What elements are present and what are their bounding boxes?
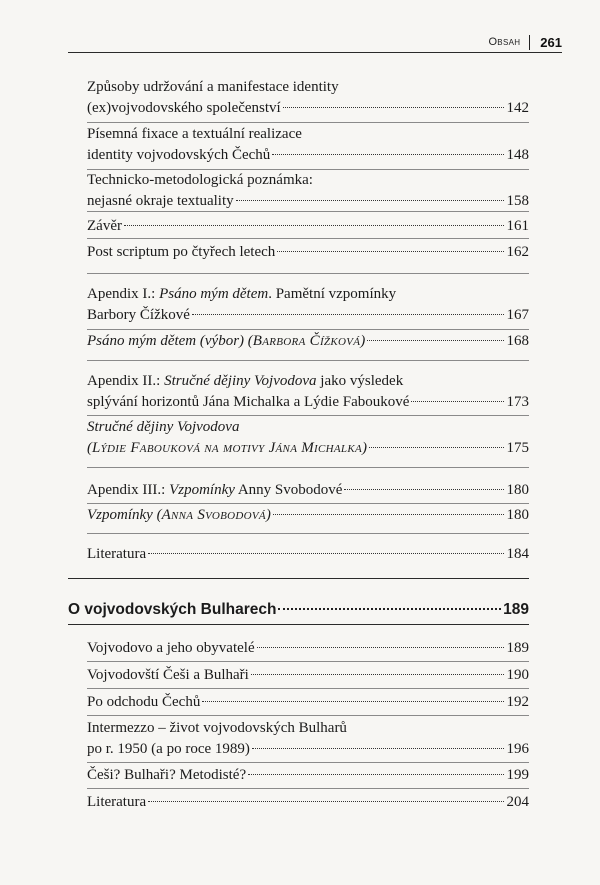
page-number: 261 [540,34,562,50]
work-author: Anna Svobodová [161,507,266,523]
work-title: Stručné dějiny Vojvodova [87,419,240,435]
running-header-section: Obsah [488,36,521,48]
appendix-work-title: Psáno mým dětem [159,286,269,302]
toc-entry-page: 148 [506,147,529,163]
appendix-label: Apendix II.: [87,373,165,389]
toc-entry-po-odchodu[interactable] [87,692,529,713]
toc-entry-intermezzo[interactable] [87,718,529,760]
leader-dots [277,251,503,252]
toc-entry-title: Technicko-metodologická poznámka: [87,172,313,188]
paren-close: ) [265,507,271,523]
entry-divider [87,211,529,212]
leader-dots [411,401,503,402]
toc-entry-title: Způsoby udržování a manifestace identity [87,79,339,95]
toc-entry-metodiste[interactable] [87,765,529,786]
entry-divider [87,661,529,662]
work-author: Lýdie Fabouková na motivy Jána Michalka [92,440,362,456]
leader-dots [202,701,503,702]
entry-divider [87,788,529,789]
toc-entry-written-fixation[interactable] [87,124,529,166]
paren-close: ) [362,440,367,456]
section-divider [87,533,529,534]
appendix-title-rest: Anny Svobodové [234,482,343,498]
chapter-page: 189 [503,601,529,618]
leader-dots [148,553,503,554]
toc-entry-page: 167 [506,307,529,323]
paren-open: ( [87,440,92,456]
entry-divider [87,122,529,123]
leader-dots [367,340,503,341]
section-divider [87,273,529,274]
toc-entry-title-cont: Barbory Čížkové [87,307,190,323]
toc-chapter-heading[interactable] [68,599,529,621]
toc-entry-page: 180 [506,507,529,523]
work-author: Barbora Čížková [252,333,361,349]
toc-entry-page: 196 [506,741,529,757]
toc-entry-page: 190 [506,667,529,683]
appendix-work-title: Vzpomínky [169,482,235,498]
toc-entry-title: Literatura [87,794,147,810]
toc-entry-title: Po odchodu Čechů [87,694,201,710]
toc-entry-conclusion[interactable] [87,216,529,237]
chapter-top-rule [68,578,529,579]
toc-entry-title: Vojvodovští Češi a Bulhaři [87,667,249,683]
toc-entry-appendix-1[interactable] [87,284,529,326]
toc-entry-title-cont: splývání horizontů Jána Michalka a Lýdie Faboukové [87,394,410,410]
entry-divider [87,715,529,716]
leader-dots [252,748,504,749]
toc-entry-title-cont: po r. 1950 (a po roce 1989) [87,741,250,757]
toc-entry-page: 158 [506,193,529,209]
leader-dots [124,225,504,226]
running-header [488,33,562,51]
header-rule [68,52,562,53]
entry-divider [87,329,529,330]
toc-entry-literatura[interactable] [87,544,529,565]
toc-entry-page: 142 [506,100,529,116]
toc-entry-strucne-dejiny[interactable] [87,417,529,459]
entry-divider [87,762,529,763]
toc-entry-page: 189 [506,640,529,656]
toc-entry-identity-manifestation[interactable] [87,77,529,119]
toc-entry-page: 175 [506,440,529,456]
toc-entry-title: Intermezzo – život vojvodovských Bulharů [87,720,347,736]
paren-close: ) [360,333,366,349]
toc-entry-title: Vojvodovo a jeho obyvatelé [87,640,255,656]
toc-entry-appendix-3[interactable] [87,480,529,501]
leader-dots [272,154,503,155]
entry-divider [87,688,529,689]
toc-entry-title: Závěr [87,218,122,234]
appendix-label: Apendix I.: [87,286,160,302]
entry-divider [87,415,529,416]
toc-entry-post-scriptum[interactable] [87,242,529,263]
appendix-work-title: Stručné dějiny Vojvodova [164,373,317,389]
toc-entry-page: 161 [506,218,529,234]
toc-entry-page: 184 [506,546,529,562]
entry-divider [87,238,529,239]
toc-entry-page: 180 [506,482,529,498]
appendix-label: Apendix III.: [87,482,170,498]
leader-dots [257,647,504,648]
leader-dots [236,200,504,201]
toc-entry-vzpominky[interactable] [87,505,529,526]
toc-entry-vojvodovo[interactable] [87,638,529,659]
section-divider [87,360,529,361]
toc-entry-psano-vybor[interactable] [87,331,529,352]
toc-entry-appendix-2[interactable] [87,371,529,413]
appendix-title-rest: jako výsledek [316,373,404,389]
toc-entry-cesi-a-bulhari[interactable] [87,665,529,686]
toc-entry-title: Post scriptum po čtyřech letech [87,244,276,260]
leader-dots [248,774,503,775]
toc-entry-page: 199 [506,767,529,783]
leader-dots [344,489,503,490]
toc-entry-title: Literatura [87,546,147,562]
toc-entry-title: Češi? Bulhaři? Metodisté? [87,767,247,783]
chapter-title: O vojvodovských Bulharech [68,601,277,618]
toc-entry-page: 162 [506,244,529,260]
toc-entry-page: 192 [506,694,529,710]
entry-divider [87,503,529,504]
toc-entry-title: Písemná fixace a textuální realizace [87,126,302,142]
leader-dots [192,314,504,315]
leader-dots [148,801,503,802]
leader-dots [369,447,504,448]
appendix-title-rest: . Pamětní vzpomínky [268,286,397,302]
work-title: Psáno mým dětem (výbor) ( [87,333,253,349]
leader-dots [251,674,504,675]
toc-entry-literatura-2[interactable] [87,792,529,813]
chapter-bottom-rule [68,624,529,625]
toc-entry-title-cont: nejasné okraje textuality [87,193,234,209]
leader-dots [278,608,501,610]
running-header-separator [529,35,530,50]
toc-entry-page: 204 [506,794,529,810]
leader-dots [273,514,504,515]
toc-entry-page: 173 [506,394,529,410]
toc-entry-page: 168 [506,333,529,349]
leader-dots [283,107,504,108]
section-divider [87,467,529,468]
toc-entry-title-cont: (ex)vojvodovského společenství [87,100,281,116]
toc-entry-methodological-note[interactable] [87,170,529,212]
work-title: Vzpomínky ( [87,507,162,523]
toc-entry-title-cont: identity vojvodovských Čechů [87,147,271,163]
